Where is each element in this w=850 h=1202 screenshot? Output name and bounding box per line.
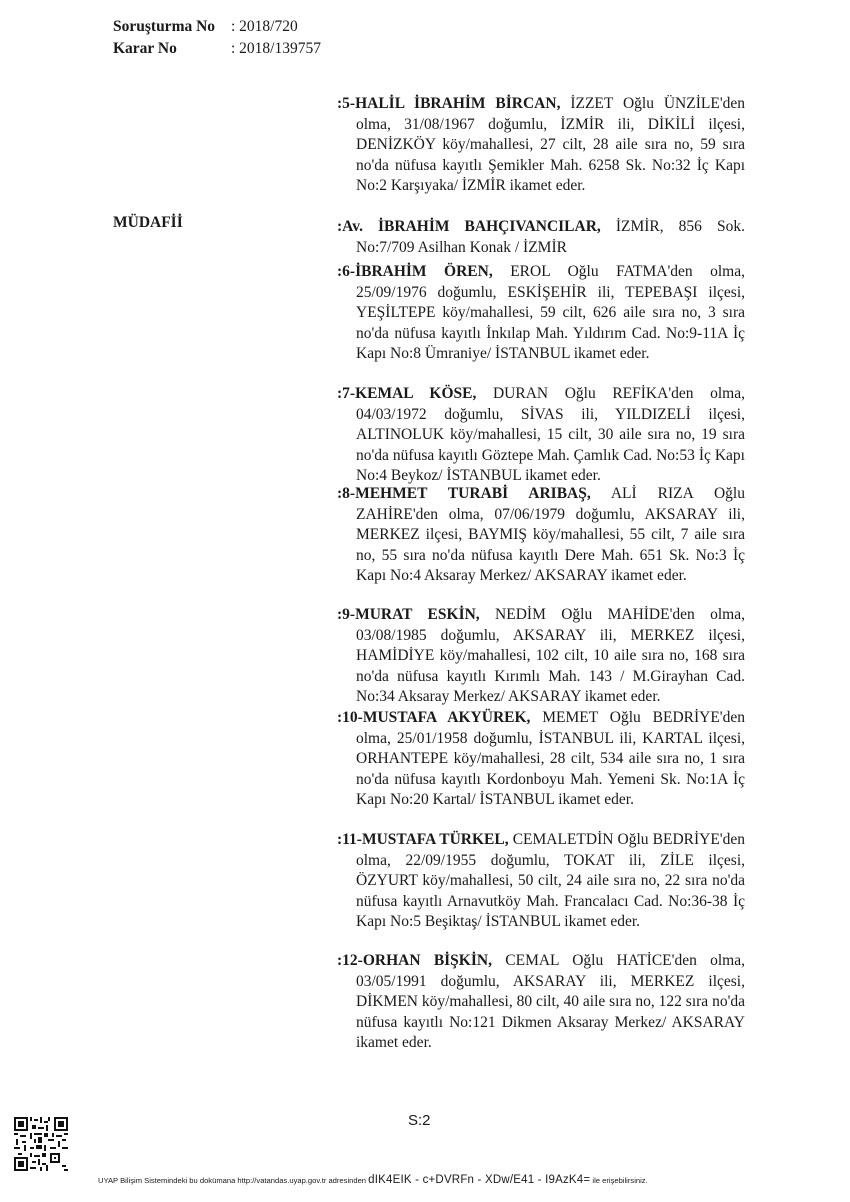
sorusturma-row <box>113 16 321 38</box>
entry-text: ALİ RIZA Oğlu ZAHİRE'den olma, 07/06/1979 doğumlu, AKSARAY ili, MERKEZ ilçesi, BAYMIŞ köy/mahallesi, 55 cilt, 7 aile sıra no, 55 sıra no'da nüfusa kayıtlı Dere Mah. 651 Sk. No:3 İç Kapı No:4 Aksaray Merkez/ AKSARAY ikamet eder. <box>356 485 745 585</box>
qr-code-icon <box>14 1117 68 1171</box>
lawyer-entry <box>337 217 745 258</box>
entry-name: :9-MURAT ESKİN, <box>337 606 480 623</box>
mudafii-label: MÜDAFİİ <box>113 214 183 231</box>
suspect-entry-7 <box>337 384 745 487</box>
entry-name: :5-HALİL İBRAHİM BİRCAN, <box>337 95 561 112</box>
entry-name: :7-KEMAL KÖSE, <box>337 385 477 402</box>
entry-name: :12-ORHAN BİŞKİN, <box>337 952 492 969</box>
entry-name: :8-MEHMET TURABİ ARIBAŞ, <box>337 485 591 502</box>
suspect-entry-11 <box>337 830 745 933</box>
uyap-footer <box>98 1174 846 1186</box>
entry-text: DURAN Oğlu REFİKA'den olma, 04/03/1972 doğumlu, SİVAS ili, YILDIZELİ ilçesi, ALTINOLUK köy/mahallesi, 15 cilt, 30 aile sıra no, 19 sıra no'da nüfusa kayıtlı Göztepe Mah. Çamlık Cad. No:53 İç Kapı No:4 Beykoz/ İSTANBUL ikamet eder. <box>356 385 745 485</box>
suspect-entry-6 <box>337 262 745 365</box>
entry-text: CEMAL Oğlu HATİCE'den olma, 03/05/1991 doğumlu, AKSARAY ili, MERKEZ ilçesi, DİKMEN köy/mahallesi, 80 cilt, 40 aile sıra no, 122 sıra no'da nüfusa kayıtlı No:121 Dikmen Aksaray Merkez/ AKSARAY ikamet eder. <box>356 952 745 1052</box>
page-number: S:2 <box>408 1112 431 1129</box>
karar-label: Karar No <box>113 40 177 57</box>
suspect-entry-12 <box>337 951 745 1054</box>
sorusturma-value: : 2018/720 <box>231 18 298 35</box>
footer-access-code: dIK4EIK - c+DVRFn - XDw/E41 - I9AzK4= <box>368 1174 591 1186</box>
karar-row <box>113 38 321 60</box>
suspect-entry-9 <box>337 605 745 708</box>
footer-suffix: ile erişebilirsiniz. <box>590 1176 648 1185</box>
entry-text: İZMİR, 856 Sok. No:7/709 Asilhan Konak / İZMİR <box>356 218 745 256</box>
entry-text: CEMALETDİN Oğlu BEDRİYE'den olma, 22/09/1955 doğumlu, TOKAT ili, ZİLE ilçesi, ÖZYURT köy/mahallesi, 50 cilt, 24 aile sıra no, 22 sıra no'da nüfusa kayıtlı Arnavutköy Mah. Francalacı Cad. No:36-38 İç Kapı No:5 Beşiktaş/ İSTANBUL ikamet eder. <box>356 831 745 931</box>
case-header <box>113 16 321 60</box>
entry-name: :Av. İBRAHİM BAHÇIVANCILAR, <box>337 218 601 235</box>
suspect-entry-8 <box>337 484 745 587</box>
entry-text: NEDİM Oğlu MAHİDE'den olma, 03/08/1985 doğumlu, AKSARAY ili, MERKEZ ilçesi, HAMİDİYE köy/mahallesi, 102 cilt, 10 aile sıra no, 168 sıra no'da nüfusa kayıtlı Kırımlı Mah. 143 / M.Girayhan Cad. No:34 Aksaray Merkez/ AKSARAY ikamet eder. <box>356 606 745 706</box>
entry-name: :11-MUSTAFA TÜRKEL, <box>337 831 509 848</box>
suspect-entry-10 <box>337 708 745 811</box>
entry-text: MEMET Oğlu BEDRİYE'den olma, 25/01/1958 doğumlu, İSTANBUL ili, KARTAL ilçesi, ORHANTEPE köy/mahallesi, 28 cilt, 534 aile sıra no, 1 sıra no'da nüfusa kayıtlı Kordonboyu Mah. Yemeni Sk. No:1A İç Kapı No:20 Kartal/ İSTANBUL ikamet eder. <box>356 709 745 809</box>
entry-name: :10-MUSTAFA AKYÜREK, <box>337 709 531 726</box>
entry-text: EROL Oğlu FATMA'den olma, 25/09/1976 doğumlu, ESKİŞEHİR ili, TEPEBAŞI ilçesi, YEŞİLTEPE köy/mahallesi, 59 cilt, 626 aile sıra no, 3 sıra no'da nüfusa kayıtlı İnkılap Mah. Yıldırım Cad. No:9-11A İç Kapı No:8 Ümraniye/ İSTANBUL ikamet eder. <box>356 263 745 363</box>
sorusturma-label: Soruşturma No <box>113 18 216 35</box>
footer-prefix: UYAP Bilişim Sistemindeki bu dokümana http://vatandas.uyap.gov.tr adresinden <box>98 1176 369 1185</box>
suspect-entry-5 <box>337 94 745 197</box>
entry-text: İZZET Oğlu ÜNZİLE'den olma, 31/08/1967 doğumlu, İZMİR ili, DİKİLİ ilçesi, DENİZKÖY köy/mahallesi, 27 cilt, 28 aile sıra no, 59 sıra no'da nüfusa kayıtlı Şemikler Mah. 6258 Sk. No:32 İç Kapı No:2 Karşıyaka/ İZMİR ikamet eder. <box>356 95 745 195</box>
karar-value: : 2018/139757 <box>231 40 321 57</box>
entry-name: :6-İBRAHİM ÖREN, <box>337 263 493 280</box>
